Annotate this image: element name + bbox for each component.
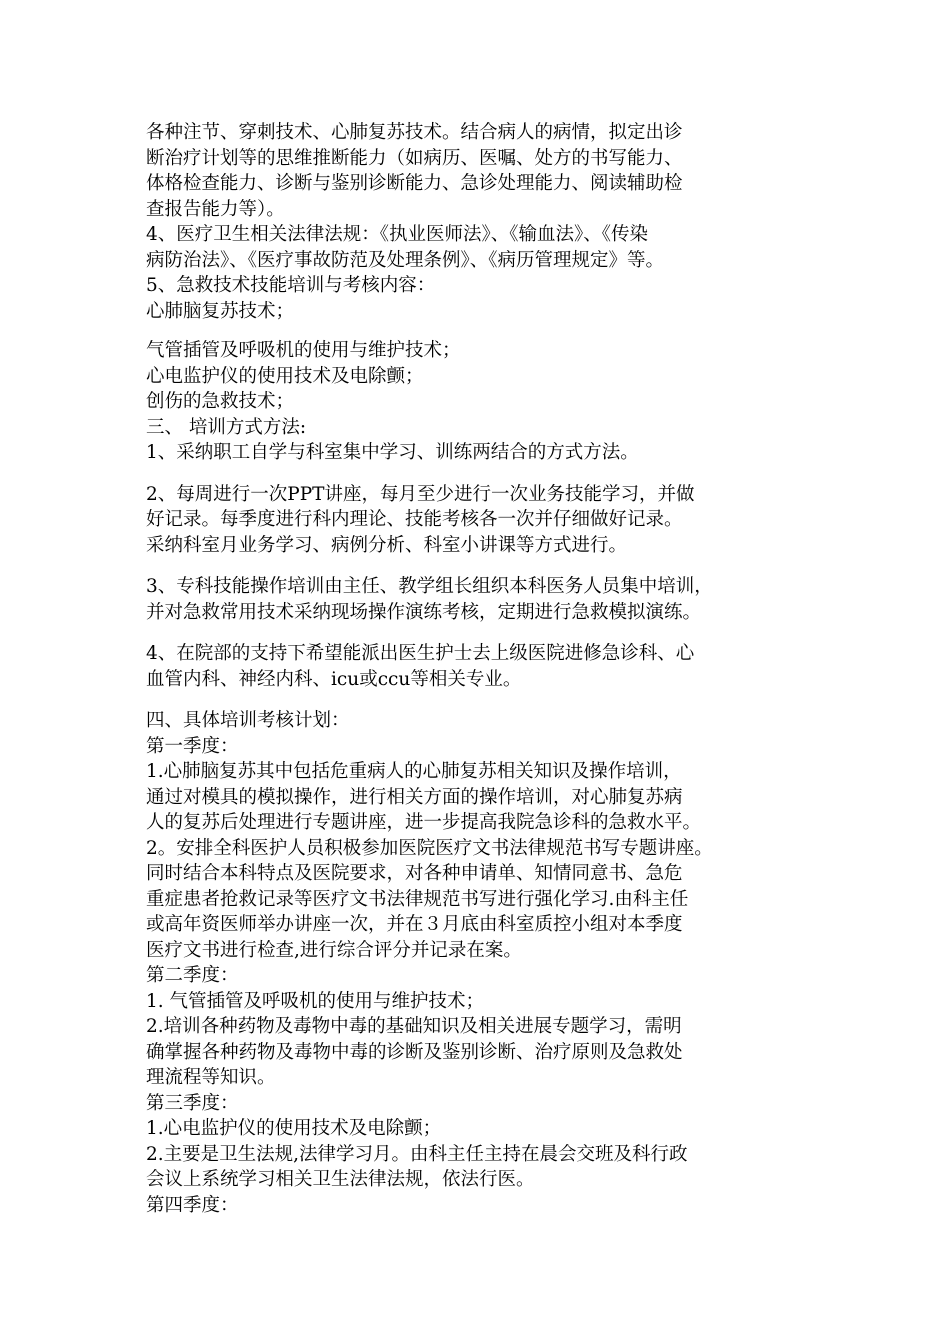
text-line: 或高年资医师举办讲座一次，并在３月底由科室质控小组对本季度 [146, 914, 683, 935]
text-line: 理流程等知识。 [146, 1067, 276, 1088]
text-line: 各种注节、穿刺技术、心肺复苏技术。结合病人的病情，拟定出诊 [146, 122, 683, 143]
paragraph-clinical-skills [146, 120, 846, 222]
text-line: 体格检查能力、诊断与鉴别诊断能力、急诊处理能力、阅读辅助检 [146, 173, 683, 194]
paragraph-gap [146, 558, 846, 574]
text-line: 1.心肺脑复苏其中包括危重病人的心肺复苏相关知识及操作培训， [146, 761, 682, 782]
paragraph-gap [146, 324, 846, 338]
text-line: 3、专科技能操作培训由主任、教学组长组织本科医务人员集中培训， [146, 576, 713, 597]
text-line: 5、急救技术技能培训与考核内容： [146, 275, 436, 296]
text-line: 确掌握各种药物及毒物中毒的诊断及鉴别诊断、治疗原则及急救处 [146, 1041, 683, 1063]
text-line: 创伤的急救技术； [146, 391, 295, 412]
text-line: 医疗文书进行检查,进行综合评分并记录在案。 [146, 939, 522, 961]
paragraph-laws [146, 222, 846, 273]
section-heading: 四、具体培训考核计划： [146, 710, 350, 731]
text-line: 好记录。每季度进行科内理论、技能考核各一次并仔细做好记录。 [146, 509, 683, 530]
section-heading: 三、 培训方式方法: [146, 416, 307, 438]
text-line: 2.培训各种药物及毒物中毒的基础知识及相关进展专题学习，需明 [146, 1016, 682, 1037]
text-line: 气管插管及呼吸机的使用与维护技术； [146, 340, 461, 361]
quarter-heading: 第四季度： [146, 1194, 239, 1216]
text-line: 1.心电监护仪的使用技术及电除颤； [146, 1118, 442, 1139]
text-line: 4、医疗卫生相关法律法规：《执业医师法》、《输血法》、《传染 [146, 224, 649, 245]
paragraph-weekly-training [146, 482, 846, 559]
paragraph-specialty-training [146, 574, 846, 625]
text-line: 重症患者抢救记录等医疗文书法律规范书写进行强化学习.由科主任 [146, 888, 689, 910]
paragraph-gap [146, 692, 846, 708]
text-line: 采纳科室月业务学习、病例分析、科室小讲课等方式进行。 [146, 534, 628, 556]
text-line: 2、每周进行一次PPT讲座，每月至少进行一次业务技能学习，并做 [146, 483, 695, 505]
quarter-heading: 第三季度： [146, 1092, 239, 1114]
text-line: 1. 气管插管及呼吸机的使用与维护技术； [146, 990, 485, 1012]
text-line: 并对急救常用技术采纳现场操作演练考核，定期进行急救模拟演练。 [146, 601, 702, 623]
text-line: 4、在院部的支持下希望能派出医生护士去上级医院进修急诊科、心 [146, 643, 695, 664]
text-line: 心电监护仪的使用技术及电除颤； [146, 365, 424, 387]
text-line: 断治疗计划等的思维推断能力（如病历、医嘱、处方的书写能力、 [146, 147, 683, 169]
quarter-heading: 第一季度： [146, 735, 239, 757]
text-line: 通过对模具的模拟操作，进行相关方面的操作培训，对心肺复苏病 [146, 786, 683, 808]
text-line: 会议上系统学习相关卫生法律法规，依法行医。 [146, 1169, 535, 1190]
text-line: 人的复苏后处理进行专题讲座，进一步提高我院急诊科的急救水平。 [146, 812, 702, 833]
text-line: 查报告能力等）。 [146, 198, 285, 220]
paragraph-gap [146, 625, 846, 641]
text-line: 心肺脑复苏技术； [146, 300, 295, 322]
text-line: 同时结合本科特点及医院要求，对各种申请单、知情同意书、急危 [146, 863, 683, 884]
text-line: 2.主要是卫生法规,法律学习月。由科主任主持在晨会交班及科行政 [146, 1143, 688, 1165]
paragraph-emergency-skills [146, 273, 846, 324]
text-line: 1、采纳职工自学与科室集中学习、训练两结合的方式方法。 [146, 442, 639, 463]
text-line: 2。安排全科医护人员积极参加医院医疗文书法律规范书写专题讲座。 [146, 837, 713, 859]
paragraph-quarterly-plan [146, 708, 846, 1218]
document-page [146, 120, 846, 1218]
paragraph-advanced-study [146, 641, 846, 692]
text-line: 病防治法》、《医疗事故防范及处理条例》、《病历管理规定》等。 [146, 249, 665, 271]
quarter-heading: 第二季度： [146, 965, 239, 986]
paragraph-skill-list [146, 338, 846, 466]
paragraph-gap [146, 466, 846, 482]
text-line: 血管内科、神经内科、icu或ccu等相关专业。 [146, 668, 522, 690]
